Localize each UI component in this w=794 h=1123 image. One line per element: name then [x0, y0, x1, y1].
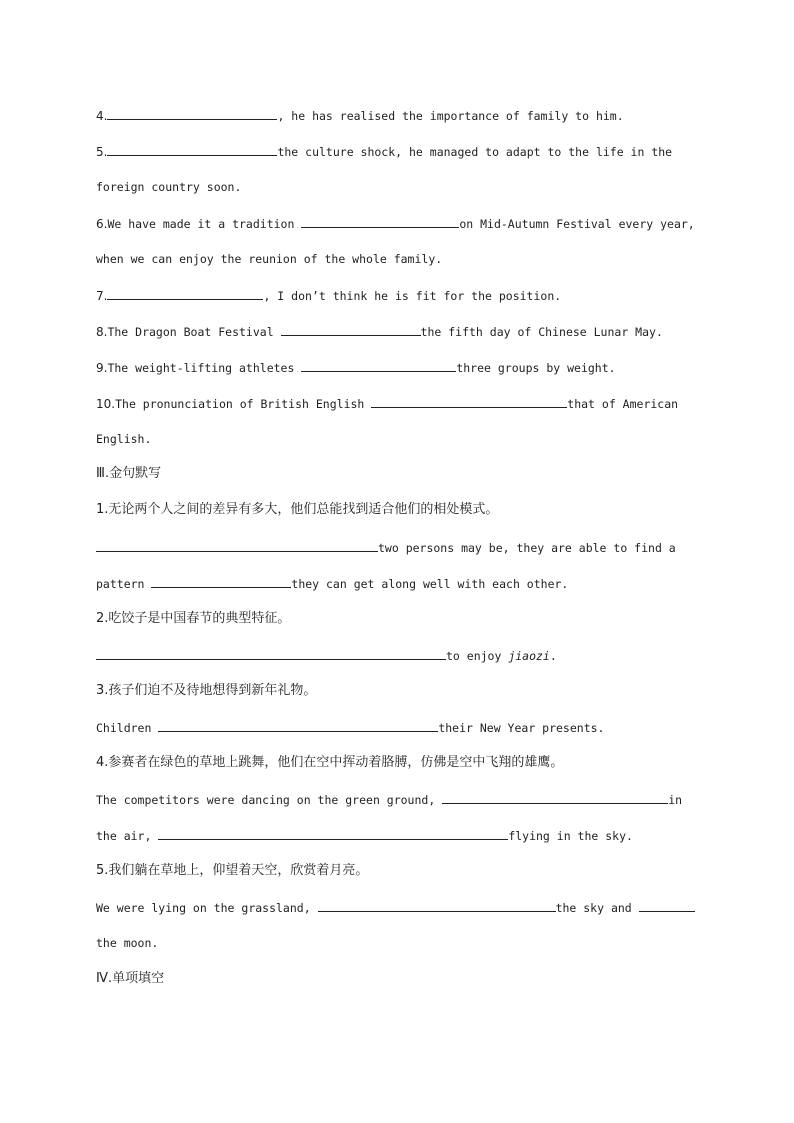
sentence-text: the air, [96, 829, 159, 843]
sentence-text: in [668, 793, 683, 807]
question-8 [96, 323, 716, 340]
question-text: We have made it a tradition [107, 217, 302, 231]
sentence-1-line-1 [96, 539, 716, 556]
sentence-4-line-2 [96, 827, 716, 844]
sentence-5-continued: the moon. [96, 936, 159, 950]
answer-blank[interactable] [318, 899, 556, 912]
sentence-text: they can get along well with each other. [291, 577, 569, 591]
sentence-text: pattern [96, 577, 152, 591]
sentence-text: two persons may be, they are able to find a [378, 541, 676, 555]
sentence-1-chinese: 1.无论两个人之间的差异有多大，他们总能找到适合他们的相处模式。 [96, 502, 499, 517]
question-5-continued: foreign country soon. [96, 180, 242, 194]
sentence-text: The competitors were dancing on the green ground, [96, 793, 443, 807]
sentence-text: to enjoy [446, 649, 509, 663]
question-6-continued: when we can enjoy the reunion of the whole family. [96, 252, 443, 266]
question-text: The weight-lifting athletes [107, 361, 302, 375]
question-number: 9. [96, 361, 108, 375]
answer-blank[interactable] [301, 215, 459, 228]
question-text: on Mid-Autumn Festival every year, [459, 217, 695, 231]
question-7 [96, 287, 716, 304]
question-text: , he has realised the importance of family to him. [277, 109, 624, 123]
section-heading: Ⅲ.金句默写 [96, 466, 162, 481]
sentence-2-line-1 [96, 647, 716, 664]
sentence-2-chinese: 2.吃饺子是中国春节的典型特征。 [96, 611, 291, 626]
answer-blank[interactable] [158, 719, 438, 732]
sentence-text: Children [96, 721, 159, 735]
sentence-5-line-1 [96, 899, 716, 916]
answer-blank[interactable] [158, 827, 508, 840]
question-10 [96, 395, 716, 412]
question-number: 4. [96, 109, 108, 123]
sentence-3-chinese: 3.孩子们迫不及待地想得到新年礼物。 [96, 683, 317, 698]
answer-blank[interactable] [639, 899, 695, 912]
sentence-text: their New Year presents. [438, 721, 605, 735]
question-text: three groups by weight. [456, 361, 616, 375]
answer-blank[interactable] [107, 287, 263, 300]
sentence-4-chinese: 4.参赛者在绿色的草地上跳舞，他们在空中挥动着胳膊，仿佛是空中飞翔的雄鹰。 [96, 755, 564, 770]
answer-blank[interactable] [442, 791, 668, 804]
sentence-1-line-2 [96, 575, 716, 592]
question-5 [96, 143, 716, 160]
question-number: 8. [96, 325, 108, 339]
question-text: The pronunciation of British English [115, 397, 372, 411]
question-4 [96, 107, 716, 124]
sentence-text: the sky and [555, 901, 639, 915]
question-text: , I don’t think he is fit for the position. [263, 289, 562, 303]
answer-blank[interactable] [96, 647, 446, 660]
answer-blank[interactable] [96, 539, 378, 552]
question-10-continued: English. [96, 432, 152, 446]
question-text: the fifth day of Chinese Lunar May. [420, 325, 663, 339]
answer-blank[interactable] [301, 359, 456, 372]
question-number: 5. [96, 145, 108, 159]
question-number: 10. [96, 397, 116, 411]
sentence-3-line-1 [96, 719, 716, 736]
question-text: the culture shock, he managed to adapt to the life in the [277, 145, 673, 159]
answer-blank[interactable] [371, 395, 567, 408]
italic-word: jiaozi [508, 649, 550, 663]
sentence-text: . [549, 649, 557, 663]
answer-blank[interactable] [107, 143, 277, 156]
answer-blank[interactable] [151, 575, 291, 588]
sentence-text: We were lying on the grassland, [96, 901, 318, 915]
question-9 [96, 359, 716, 376]
sentence-5-chinese: 5.我们躺在草地上，仰望着天空，欣赏着月亮。 [96, 863, 369, 878]
question-text: that of American [567, 397, 679, 411]
question-6 [96, 215, 716, 232]
sentence-text: flying in the sky. [508, 829, 633, 843]
question-number: 6. [96, 217, 108, 231]
section-heading: Ⅳ.单项填空 [96, 971, 165, 986]
answer-blank[interactable] [107, 107, 277, 120]
sentence-4-line-1 [96, 791, 716, 808]
question-text: The Dragon Boat Festival [107, 325, 281, 339]
answer-blank[interactable] [281, 323, 421, 336]
question-number: 7. [96, 289, 108, 303]
